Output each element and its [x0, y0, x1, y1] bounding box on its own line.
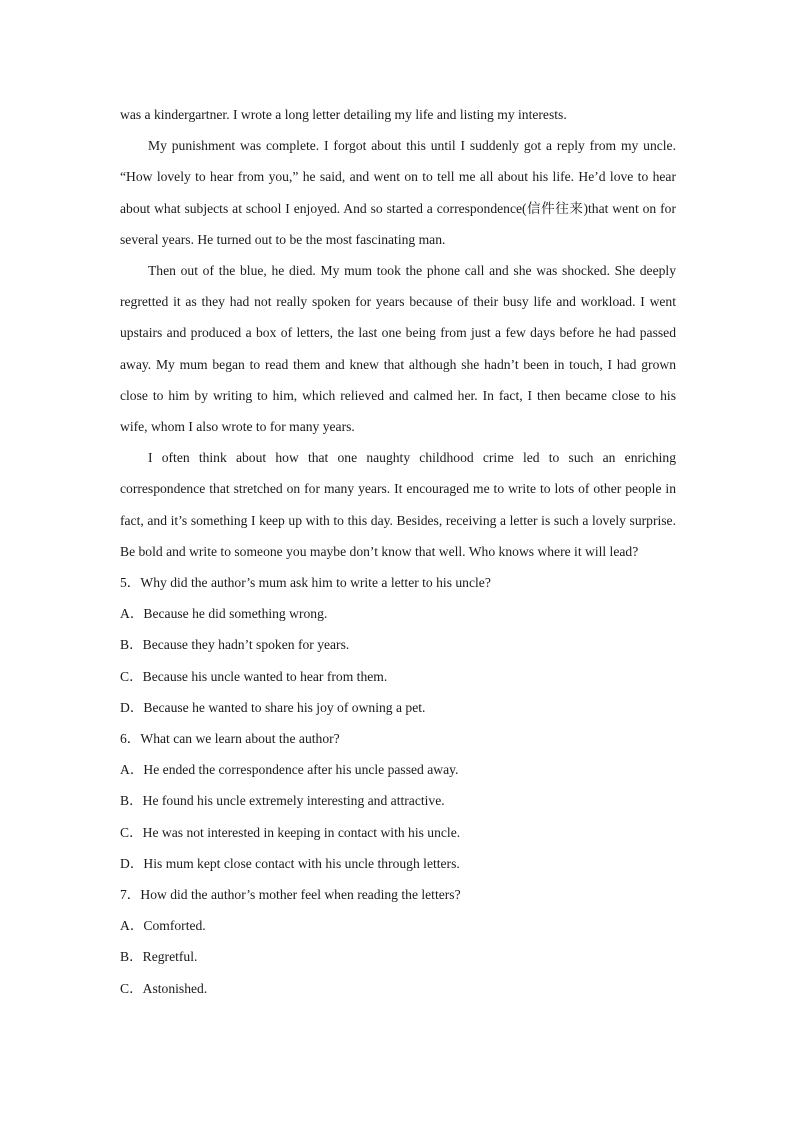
- passage-paragraph: Then out of the blue, he died. My mum took the phone call and she was shocked. She deeply regretted it as they had not really spoken for years because of their busy life and workload. I went upstairs and produced a box of letters, the last one being from just a few days before he had passed away. My mum began to read them and knew that although she hadn’t been in touch, I had grown close to him by writing to him, which relieved and calmed her. In fact, I then became close to his wife, whom I also wrote to for many years.: [120, 263, 676, 435]
- question-6: [120, 723, 676, 879]
- answer-option: C．Astonished.: [120, 980, 208, 996]
- passage-paragraph: was a kindergartner. I wrote a long letter detailing my life and listing my interests.: [120, 107, 567, 122]
- question-5: [120, 567, 676, 723]
- answer-option: A．He ended the correspondence after his uncle passed away.: [120, 762, 459, 778]
- answer-option: B．He found his uncle extremely interesting and attractive.: [120, 793, 445, 809]
- question-stem: 5．Why did the author’s mum ask him to write a letter to his uncle?: [120, 575, 491, 591]
- question-7: [120, 879, 676, 1004]
- passage-paragraph: I often think about how that one naughty childhood crime led to such an enriching correspondence that stretched on for many years. It encouraged me to write to lots of other people in fact, and it’s something I keep up with to this day. Besides, receiving a letter is such a lovely surprise. Be bold and write to someone you maybe don’t know that well. Who knows where it will lead?: [120, 450, 676, 559]
- answer-option: B．Regretful.: [120, 949, 198, 965]
- answer-option: D．His mum kept close contact with his uncle through letters.: [120, 855, 460, 871]
- answer-option: C．He was not interested in keeping in contact with his uncle.: [120, 824, 461, 840]
- question-stem: 6．What can we learn about the author?: [120, 731, 340, 747]
- answer-option: A．Comforted.: [120, 918, 206, 934]
- answer-option: C．Because his uncle wanted to hear from them.: [120, 668, 388, 684]
- question-stem: 7．How did the author’s mother feel when reading the letters?: [120, 887, 461, 903]
- document-body: [120, 99, 676, 1004]
- answer-option: A．Because he did something wrong.: [120, 606, 328, 622]
- passage-paragraph: My punishment was complete. I forgot about this until I suddenly got a reply from my uncle. “How lovely to hear from you,” he said, and went on to tell me all about his life. He’d love to hear about what subjects at school I enjoyed. And so started a correspondence(信件往来)that went on for several years. He turned out to be the most fascinating man.: [120, 138, 676, 247]
- answer-option: D．Because he wanted to share his joy of owning a pet.: [120, 699, 426, 715]
- answer-option: B．Because they hadn’t spoken for years.: [120, 637, 350, 653]
